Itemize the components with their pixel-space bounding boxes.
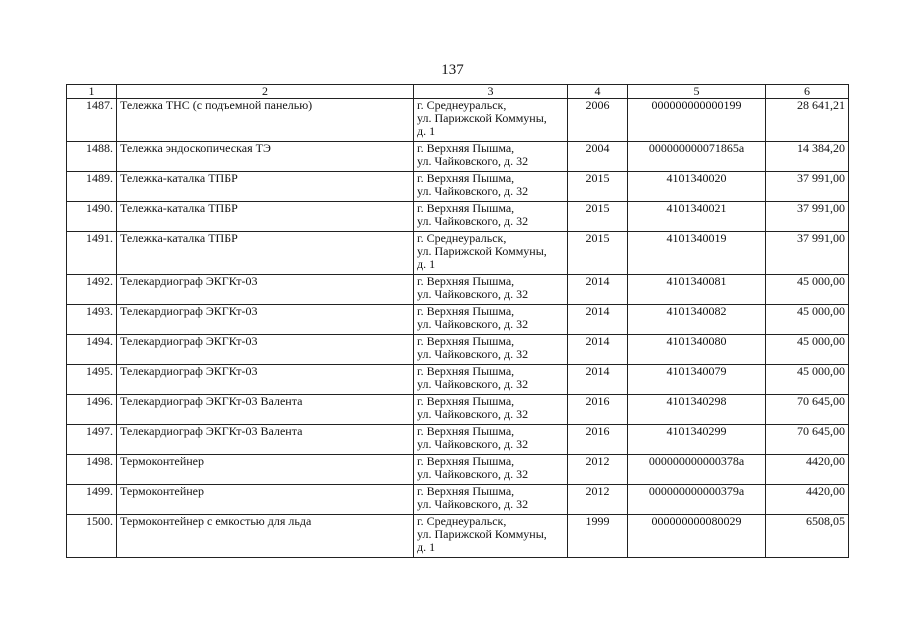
address-line: г. Верхняя Пышма, [417, 171, 515, 185]
address-line: г. Верхняя Пышма, [417, 394, 515, 408]
address-line: д. 1 [417, 124, 436, 138]
row-number: 1493. [67, 305, 117, 335]
item-year: 2015 [568, 202, 628, 232]
column-header: 2 [117, 85, 414, 99]
item-year: 2004 [568, 142, 628, 172]
item-name: Термоконтейнер с емкостью для льда [117, 515, 414, 558]
item-cost: 4420,00 [766, 485, 849, 515]
item-name: Телекардиограф ЭКГКт-03 [117, 275, 414, 305]
item-address [414, 305, 568, 335]
address-line: ул. Чайковского, д. 32 [417, 184, 529, 198]
item-address [414, 485, 568, 515]
item-address [414, 142, 568, 172]
table-row [67, 365, 849, 395]
column-number-row [67, 85, 849, 99]
item-address [414, 515, 568, 558]
inventory-number: 4101340020 [628, 172, 766, 202]
row-number: 1491. [67, 232, 117, 275]
item-cost: 45 000,00 [766, 335, 849, 365]
address-line: г. Верхняя Пышма, [417, 304, 515, 318]
address-line: г. Верхняя Пышма, [417, 201, 515, 215]
column-header: 6 [766, 85, 849, 99]
table-row [67, 395, 849, 425]
address-line: г. Среднеуральск, [417, 231, 507, 245]
item-address [414, 395, 568, 425]
item-year: 2014 [568, 335, 628, 365]
inventory-number: 000000000071865а [628, 142, 766, 172]
item-year: 2006 [568, 99, 628, 142]
item-cost: 28 641,21 [766, 99, 849, 142]
item-year: 1999 [568, 515, 628, 558]
table-row [67, 275, 849, 305]
address-line: д. 1 [417, 257, 436, 271]
table-row [67, 425, 849, 455]
address-line: г. Верхняя Пышма, [417, 334, 515, 348]
row-number: 1500. [67, 515, 117, 558]
inventory-number: 4101340082 [628, 305, 766, 335]
item-name: Тележка-каталка ТПБР [117, 202, 414, 232]
address-line: г. Верхняя Пышма, [417, 141, 515, 155]
item-address [414, 275, 568, 305]
item-year: 2014 [568, 365, 628, 395]
item-cost: 6508,05 [766, 515, 849, 558]
address-line: ул. Парижской Коммуны, [417, 527, 547, 541]
row-number: 1494. [67, 335, 117, 365]
row-number: 1497. [67, 425, 117, 455]
row-number: 1492. [67, 275, 117, 305]
inventory-number: 4101340019 [628, 232, 766, 275]
item-name: Тележка ТНС (с подъемной панелью) [117, 99, 414, 142]
item-address [414, 455, 568, 485]
table-row [67, 305, 849, 335]
item-name: Телекардиограф ЭКГКт-03 [117, 335, 414, 365]
address-line: г. Верхняя Пышма, [417, 454, 515, 468]
address-line: ул. Чайковского, д. 32 [417, 467, 529, 481]
item-cost: 45 000,00 [766, 365, 849, 395]
item-year: 2016 [568, 395, 628, 425]
item-cost: 45 000,00 [766, 275, 849, 305]
inventory-number: 000000000000378а [628, 455, 766, 485]
inventory-number: 4101340299 [628, 425, 766, 455]
item-cost: 37 991,00 [766, 232, 849, 275]
address-line: г. Среднеуральск, [417, 98, 507, 112]
table-row [67, 335, 849, 365]
table-row [67, 485, 849, 515]
row-number: 1499. [67, 485, 117, 515]
address-line: д. 1 [417, 540, 436, 554]
inventory-number: 4101340298 [628, 395, 766, 425]
table-row [67, 515, 849, 558]
item-name: Тележка-каталка ТПБР [117, 232, 414, 275]
address-line: ул. Чайковского, д. 32 [417, 317, 529, 331]
table-row [67, 99, 849, 142]
row-number: 1498. [67, 455, 117, 485]
item-address [414, 172, 568, 202]
inventory-number: 000000000080029 [628, 515, 766, 558]
address-line: ул. Чайковского, д. 32 [417, 154, 529, 168]
row-number: 1488. [67, 142, 117, 172]
item-address [414, 335, 568, 365]
item-year: 2015 [568, 232, 628, 275]
address-line: ул. Чайковского, д. 32 [417, 214, 529, 228]
address-line: ул. Чайковского, д. 32 [417, 497, 529, 511]
address-line: ул. Чайковского, д. 32 [417, 287, 529, 301]
row-number: 1495. [67, 365, 117, 395]
item-name: Тележка эндоскопическая ТЭ [117, 142, 414, 172]
asset-register-table [66, 84, 849, 558]
address-line: ул. Чайковского, д. 32 [417, 377, 529, 391]
item-year: 2014 [568, 275, 628, 305]
item-name: Телекардиограф ЭКГКт-03 Валента [117, 395, 414, 425]
inventory-number: 4101340021 [628, 202, 766, 232]
item-year: 2016 [568, 425, 628, 455]
table-row [67, 202, 849, 232]
address-line: ул. Чайковского, д. 32 [417, 407, 529, 421]
row-number: 1490. [67, 202, 117, 232]
item-cost: 70 645,00 [766, 425, 849, 455]
address-line: ул. Парижской Коммуны, [417, 244, 547, 258]
address-line: г. Верхняя Пышма, [417, 364, 515, 378]
address-line: г. Верхняя Пышма, [417, 424, 515, 438]
item-name: Телекардиограф ЭКГКт-03 [117, 305, 414, 335]
table-row [67, 172, 849, 202]
item-name: Телекардиограф ЭКГКт-03 [117, 365, 414, 395]
address-line: г. Среднеуральск, [417, 514, 507, 528]
column-header: 1 [67, 85, 117, 99]
address-line: ул. Парижской Коммуны, [417, 111, 547, 125]
item-year: 2014 [568, 305, 628, 335]
row-number: 1489. [67, 172, 117, 202]
item-address [414, 365, 568, 395]
item-cost: 37 991,00 [766, 172, 849, 202]
item-address [414, 202, 568, 232]
item-name: Телекардиограф ЭКГКт-03 Валента [117, 425, 414, 455]
item-cost: 70 645,00 [766, 395, 849, 425]
address-line: г. Верхняя Пышма, [417, 484, 515, 498]
item-cost: 45 000,00 [766, 305, 849, 335]
item-cost: 14 384,20 [766, 142, 849, 172]
table-row [67, 455, 849, 485]
row-number: 1487. [67, 99, 117, 142]
item-address [414, 99, 568, 142]
row-number: 1496. [67, 395, 117, 425]
item-name: Тележка-каталка ТПБР [117, 172, 414, 202]
inventory-number: 4101340081 [628, 275, 766, 305]
address-line: г. Верхняя Пышма, [417, 274, 515, 288]
item-cost: 4420,00 [766, 455, 849, 485]
address-line: ул. Чайковского, д. 32 [417, 347, 529, 361]
page-number: 137 [441, 62, 464, 78]
item-address [414, 425, 568, 455]
column-header: 5 [628, 85, 766, 99]
item-year: 2015 [568, 172, 628, 202]
table-row [67, 142, 849, 172]
item-name: Термоконтейнер [117, 455, 414, 485]
address-line: ул. Чайковского, д. 32 [417, 437, 529, 451]
inventory-number: 000000000000199 [628, 99, 766, 142]
item-year: 2012 [568, 485, 628, 515]
column-header: 4 [568, 85, 628, 99]
inventory-number: 4101340080 [628, 335, 766, 365]
item-name: Термоконтейнер [117, 485, 414, 515]
inventory-number: 4101340079 [628, 365, 766, 395]
column-header: 3 [414, 85, 568, 99]
item-address [414, 232, 568, 275]
table-row [67, 232, 849, 275]
item-cost: 37 991,00 [766, 202, 849, 232]
item-year: 2012 [568, 455, 628, 485]
inventory-number: 000000000000379а [628, 485, 766, 515]
